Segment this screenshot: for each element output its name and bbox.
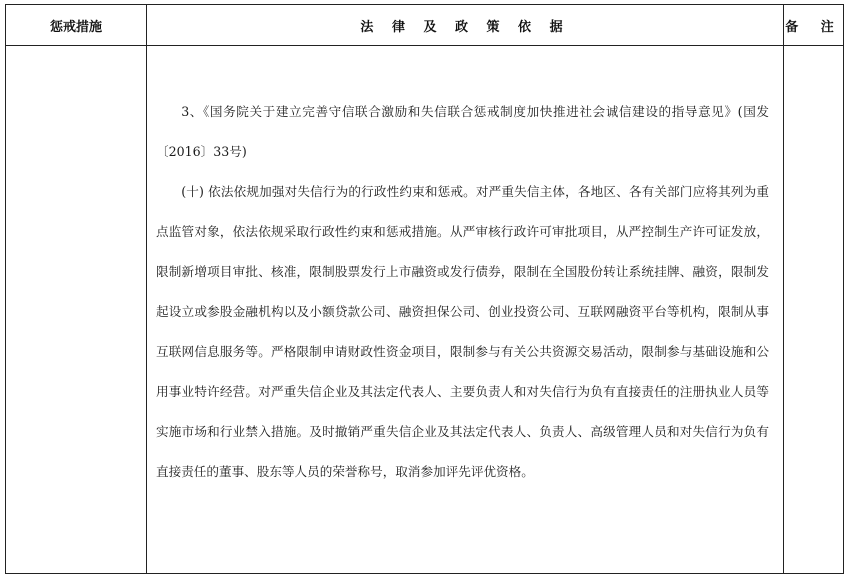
header-notes: 备 注	[785, 19, 843, 35]
policy-clause: (十) 依法依规加强对失信行为的行政性约束和惩戒。对严重失信主体，各地区、各有关部门应将其列为重点监管对象，依法依规采取行政性约束和惩戒措施。从严审核行政许可审批项目，从严控制生产许可证发放，限制新增项目审批、核准，限制股票发行上市融资或发行债券，限制在全国股份转让系统挂牌、融资，限制发起设立或参股金融机构以及小额贷款公司、融资担保公司、创业投资公司、互联网融资平台等机构，限制从事互联网信息服务等。严格限制申请财政性资金项目，限制参与有关公共资源交易活动，限制参与基础设施和公用事业特许经营。对严重失信企业及其法定代表人、主要负责人和对失信行为负有直接责任的注册执业人员等实施市场和行业禁入措施。及时撤销严重失信企业及其法定代表人、负责人、高级管理人员和对失信行为负有直接责任的董事、股东等人员的荣誉称号，取消参加评先评优资格。	[156, 184, 769, 479]
column-divider	[783, 5, 784, 573]
column-divider	[146, 5, 147, 573]
header-measure: 惩戒措施	[49, 19, 102, 35]
document-citation: 3、《国务院关于建立完善守信联合激励和失信联合惩戒制度加快推进社会诚信建设的指导意见》(国发〔2016〕33号)	[156, 104, 769, 159]
header-divider	[6, 45, 843, 46]
header-legal-basis: 法 律 及 政 策 依 据	[360, 19, 570, 35]
legal-basis-cell	[156, 92, 769, 492]
policy-table	[5, 4, 844, 574]
